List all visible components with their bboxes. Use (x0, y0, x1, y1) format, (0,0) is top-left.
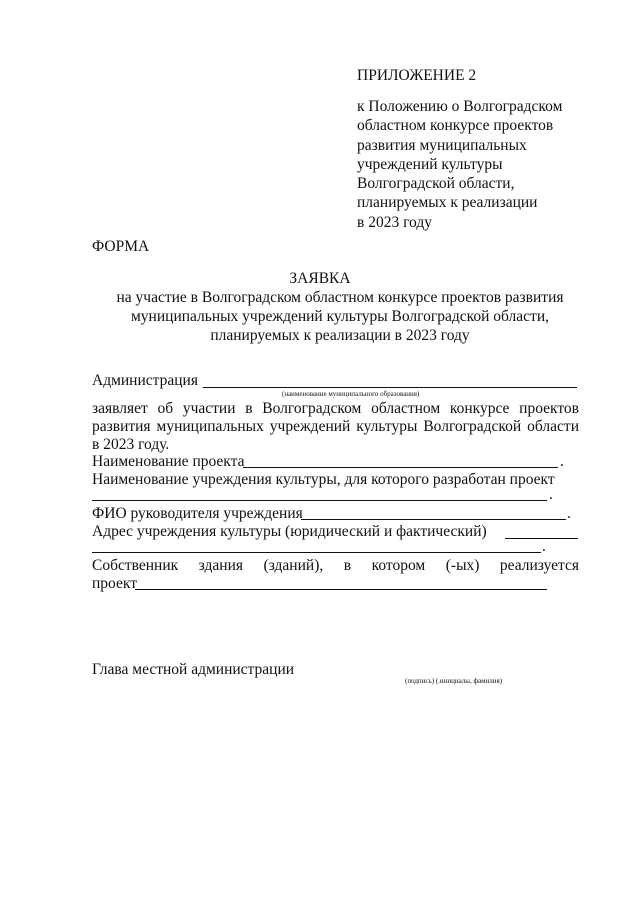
director-label: ФИО руководителя учреждения (92, 505, 303, 522)
appendix-reference-line: к Положению о Волгоградском (357, 98, 563, 115)
director-period: . (567, 505, 571, 522)
project-name-period: . (560, 453, 564, 470)
application-subtitle (60, 288, 620, 345)
appendix-reference-line: в 2023 году (357, 213, 432, 231)
appendix-reference-line: планируемых к реализации (357, 194, 538, 212)
declaration-line-3: в 2023 году. (92, 436, 170, 453)
appendix-title: ПРИЛОЖЕНИЕ 2 (357, 67, 477, 84)
application-subtitle-line: планируемых к реализации в 2023 году (210, 327, 470, 344)
application-subtitle-line: муниципальных учреждений культуры Волгоградской области, (131, 308, 549, 325)
director-field[interactable] (301, 519, 566, 520)
application-subtitle-line: на участие в Волгоградском областном конкурсе проектов развития (116, 289, 564, 306)
appendix-reference-line: учреждений культуры (357, 155, 503, 173)
owner-field[interactable] (135, 589, 547, 590)
administration-label: Администрация (92, 372, 198, 389)
institution-label: Наименование учреждения культуры, для которого разработан проект (92, 471, 555, 488)
declaration-line-2: развития муниципальных учреждений культуры Волгоградской области (92, 418, 579, 435)
appendix-reference-line: Волгоградской области, (357, 175, 515, 193)
owner-line-2: проект (92, 575, 137, 592)
form-label: ФОРМА (92, 238, 150, 255)
address-period: . (542, 538, 546, 555)
signature-label: Глава местной администрации (92, 661, 295, 678)
project-name-label: Наименование проекта (92, 453, 245, 470)
application-title: ЗАЯВКА (289, 270, 351, 287)
administration-field[interactable] (203, 387, 577, 388)
institution-field[interactable] (92, 500, 547, 501)
project-name-field[interactable] (243, 467, 558, 468)
owner-line-1: Собственник здания (зданий), в котором (-ых) реализуется (92, 557, 579, 574)
appendix-reference (357, 97, 562, 232)
address-field-line-2[interactable] (92, 552, 541, 553)
appendix-reference-line: областном конкурсе проектов (357, 117, 554, 135)
administration-hint: (наименование муниципального образования) (282, 390, 420, 398)
address-label: Адрес учреждения культуры (юридический и фактический) (92, 523, 487, 540)
appendix-reference-line: развития муниципальных (357, 136, 527, 154)
declaration-line-1: заявляет об участии в Волгоградском областном конкурсе проектов (92, 400, 579, 417)
signature-hint: (подпись) (.инициалы, фамилия) (405, 677, 503, 685)
institution-period: . (549, 486, 553, 503)
